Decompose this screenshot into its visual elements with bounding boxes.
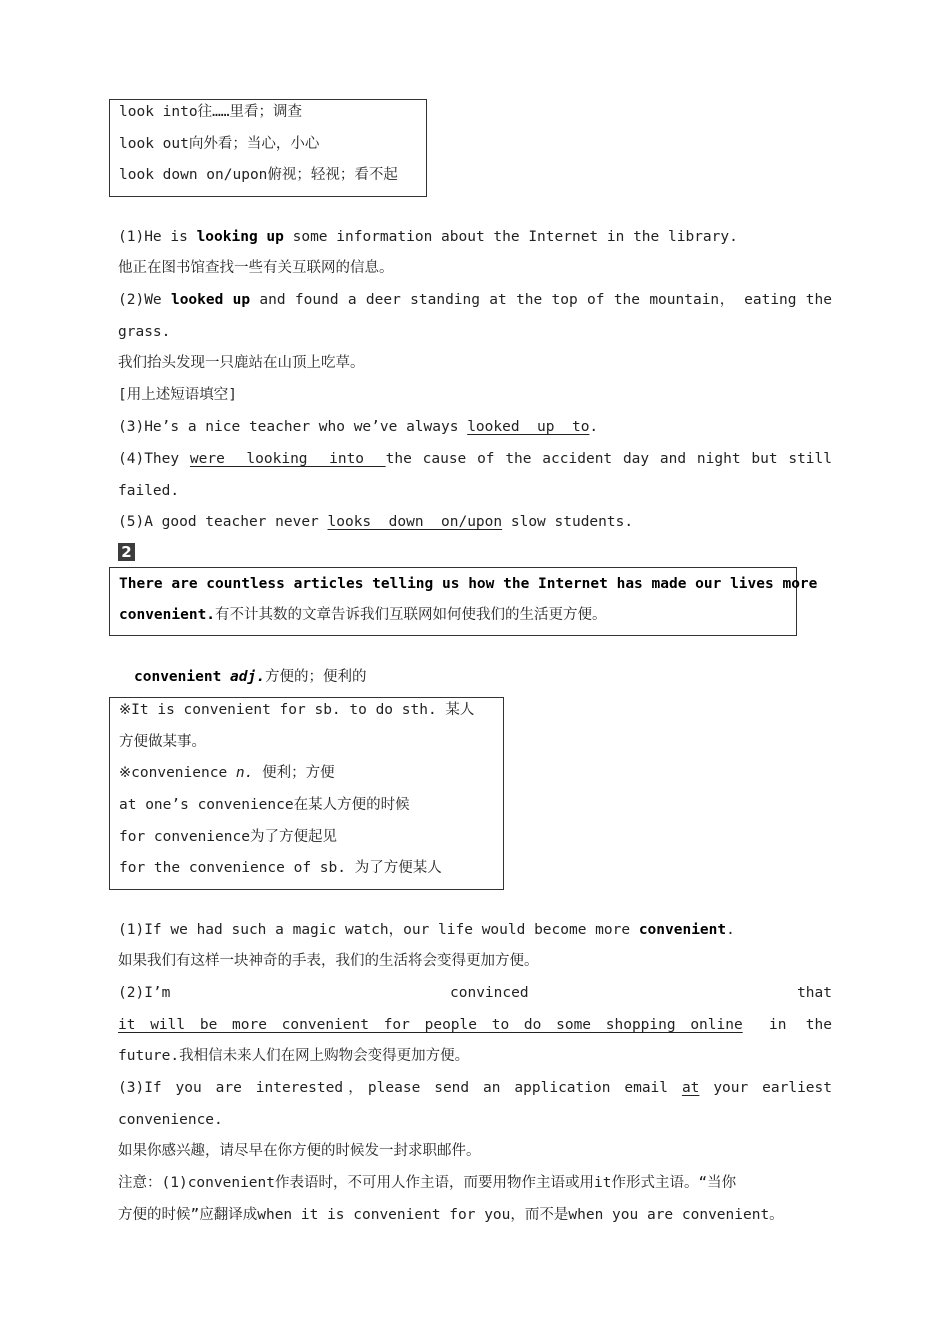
convenient-exercise-2-line-1: (2)I’m convinced that [118,985,832,1001]
convenient-example-1-translation: 如果我们有这样一块神奇的手表，我们的生活将会变得更加方便。 [118,953,539,969]
usage-line-6: for the convenience of sb. 为了方便某人 [119,860,442,876]
phrase-look-into: look into往……里看；调查 [119,104,303,120]
convenient-exercise-2-line-3: future.我相信未来人们在网上购物会变得更加方便。 [118,1048,470,1064]
phrase-box-look [109,99,427,197]
convenient-example-1: (1)If we had such a magic watch，our life would become more convenient. [118,922,735,938]
usage-line-5: for convenience为了方便起见 [119,829,337,845]
exercise-3: (3)He’s a nice teacher who we’ve always looked up to. [118,419,599,435]
usage-line-3: ※convenience n. 便利；方便 [119,765,335,781]
answer-convenient-2: it will be more convenient for people to do some shopping online [118,1017,743,1033]
exercise-4: (4)They were looking into the cause of the accident day and night but still [118,451,832,467]
usage-line-2: 方便做某事。 [119,734,206,750]
exercise-4-continued: failed. [118,483,180,499]
section-number-badge: 2 [118,543,135,561]
example-2-translation: 我们抬头发现一只鹿站在山顶上吃草。 [118,355,365,371]
usage-note-line-1: 注意：(1)convenient作表语时，不可用人作主语，而要用物作主语或用it作形式主语。“当你 [118,1175,737,1191]
answer-convenient-3: at [681,1080,700,1096]
phrase-look-out: look out向外看；当心，小心 [119,136,320,152]
convenient-exercise-3-continued: convenience. [118,1112,223,1128]
answer-4: were looking into [189,451,386,467]
answer-3: looked up to [467,419,590,435]
example-1-translation: 他正在图书馆查找一些有关互联网的信息。 [118,260,394,276]
convenient-exercise-3: (3)If you are interested，please send an application email at your earliest [118,1080,832,1096]
usage-note-line-2: 方便的时候”应翻译成when it is convenient for you，而不是when you are convenient。 [118,1207,784,1223]
usage-box-convenient [109,697,504,890]
example-2: (2)We looked up and found a deer standing at the top of the mountain， eating the [118,292,832,308]
convenient-exercise-2-line-2: it will be more convenient for people to do some shopping online in the [118,1017,832,1033]
answer-5: looks down on/upon [327,514,503,530]
example-2-continued: grass. [118,324,171,340]
usage-line-4: at one’s convenience在某人方便的时候 [119,797,410,813]
phrase-look-down-on: look down on/upon俯视；轻视；看不起 [119,167,398,183]
key-sentence-box [109,567,818,636]
exercise-5: (5)A good teacher never looks down on/upon slow students. [118,514,634,530]
word-entry: convenient adj.方便的；便利的 [134,669,367,685]
key-sentence-line-2: convenient.有不计其数的文章告诉我们互联网如何使我们的生活更方便。 [119,607,607,623]
fill-in-instruction: [用上述短语填空] [118,387,237,403]
example-1: (1)He is looking up some information about the Internet in the library. [118,229,738,245]
usage-line-1: ※It is convenient for sb. to do sth. 某人 [119,702,475,718]
convenient-exercise-3-translation: 如果你感兴趣，请尽早在你方便的时候发一封求职邮件。 [118,1143,481,1159]
key-sentence-line-1: There are countless articles telling us how the Internet has made our lives more [119,576,818,592]
